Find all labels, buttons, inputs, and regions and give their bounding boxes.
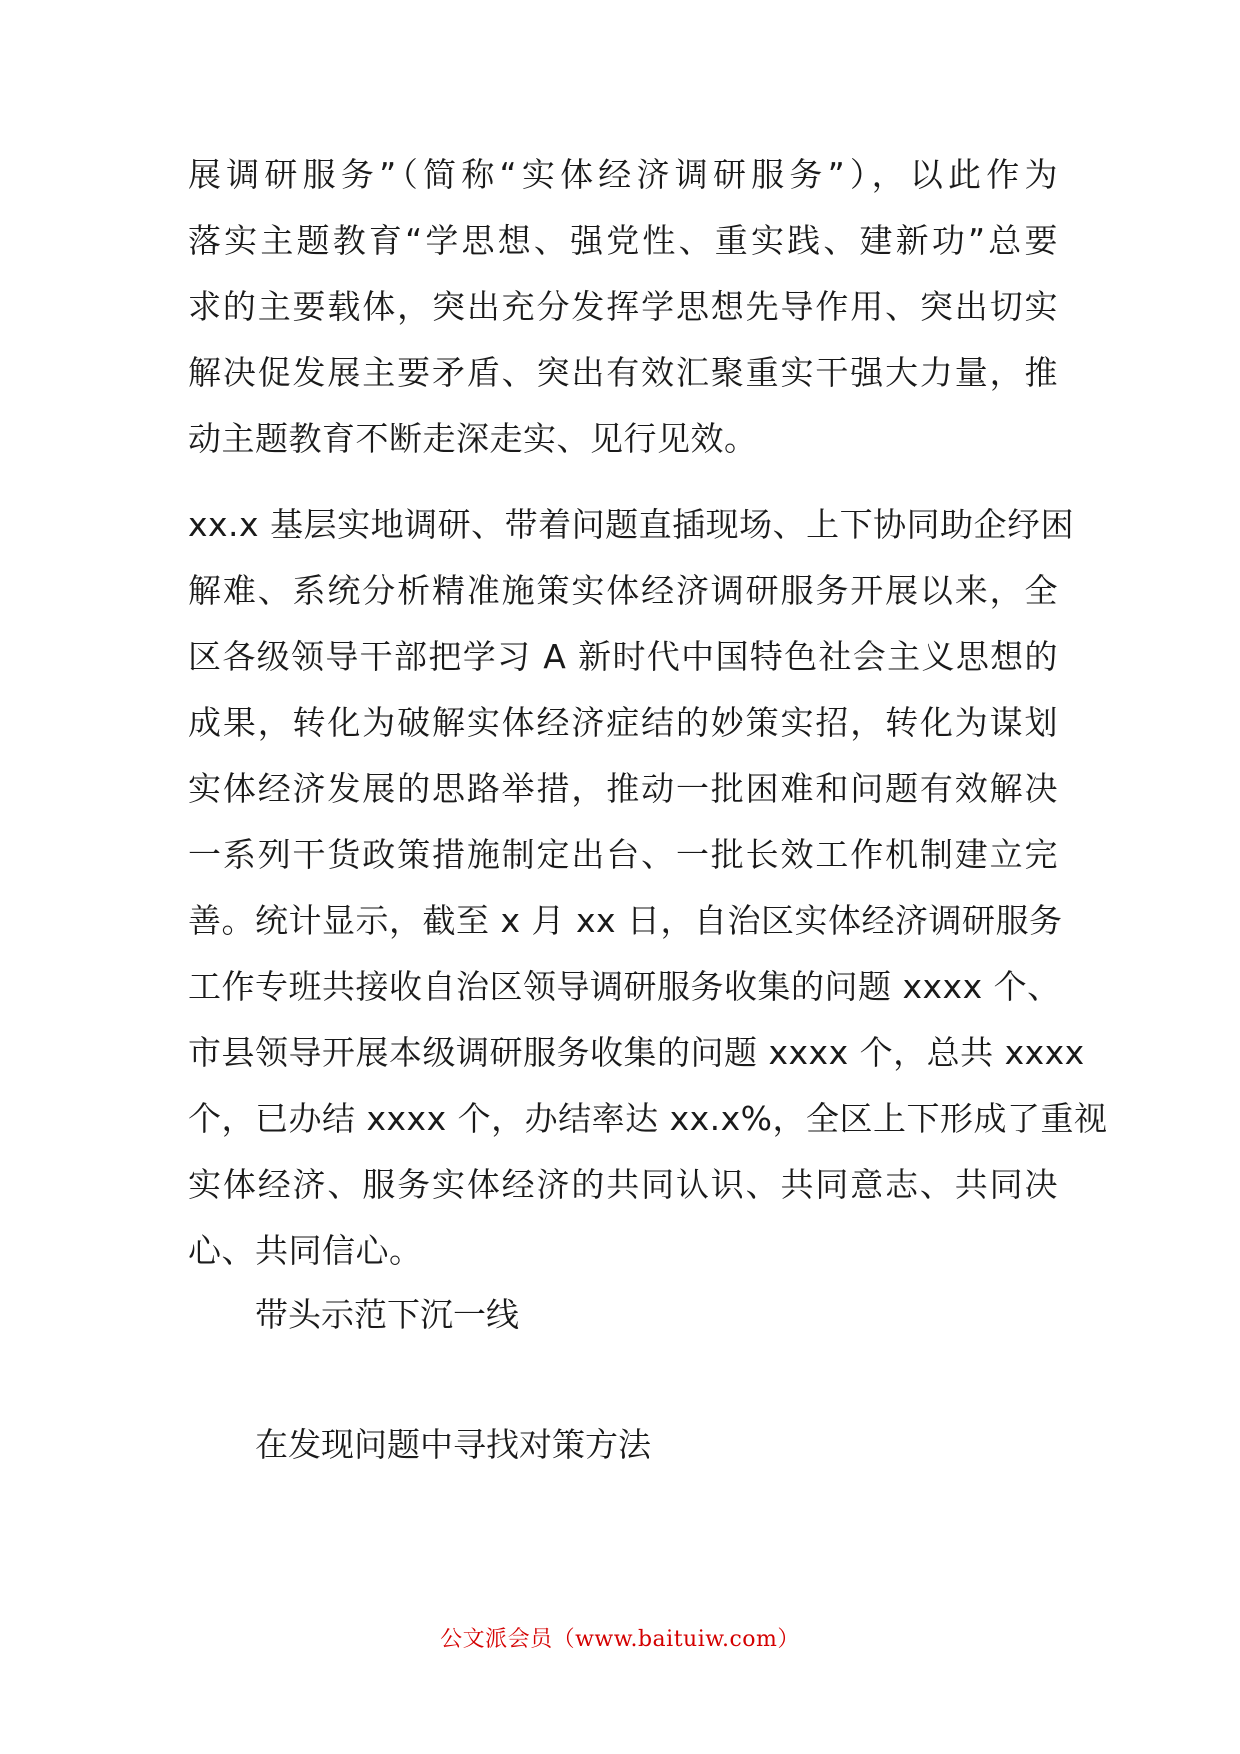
paragraph-line: 求的主要载体，突出充分发挥学思想先导作用、突出切实 — [188, 287, 1058, 326]
paragraph-line: 落实主题教育“学思想、强党性、重实践、建新功”总要 — [188, 221, 1058, 260]
paragraph-line: xx.x 基层实地调研、带着问题直插现场、上下协同助企纾困 — [188, 505, 1075, 544]
paragraph-line: 工作专班共接收自治区领导调研服务收集的问题 xxxx 个、 — [188, 967, 1061, 1006]
paragraph-line: 个，已办结 xxxx 个，办结率达 xx.x%，全区上下形成了重视 — [188, 1099, 1108, 1138]
paragraph-line: 动主题教育不断走深走实、见行见效。 — [188, 419, 758, 458]
paragraph-line: 实体经济发展的思路举措，推动一批困难和问题有效解决 — [188, 769, 1058, 808]
paragraph-line: 市县领导开展本级调研服务收集的问题 xxxx 个，总共 xxxx — [188, 1033, 1085, 1072]
paragraph-line: 善。统计显示，截至 x 月 xx 日，自治区实体经济调研服务 — [188, 901, 1063, 940]
paragraph-line: 成果，转化为破解实体经济症结的妙策实招，转化为谋划 — [188, 703, 1058, 742]
paragraph-statistics — [188, 492, 1108, 1284]
paragraph-line: 解决促发展主要矛盾、突出有效汇聚重实干强大力量，推 — [188, 353, 1058, 392]
paragraph-line: 解难、系统分析精准施策实体经济调研服务开展以来，全 — [188, 571, 1058, 610]
paragraph-line: 实体经济、服务实体经济的共同认识、共同意志、共同决 — [188, 1165, 1058, 1204]
paragraph-line: 区各级领导干部把学习 A 新时代中国特色社会主义思想的 — [188, 637, 1058, 676]
paragraph-line: 心、共同信心。 — [188, 1231, 423, 1270]
paragraph-intro — [188, 142, 1058, 472]
footer-watermark: 公文派会员（www.baituiw.com） — [440, 1627, 800, 1652]
paragraph-line: 展调研服务”（简称“实体经济调研服务”），以此作为 — [188, 155, 1058, 194]
section-heading: 带头示范下沉一线 — [255, 1295, 519, 1334]
section-heading: 在发现问题中寻找对策方法 — [255, 1425, 651, 1464]
paragraph-line: 一系列干货政策措施制定出台、一批长效工作机制建立完 — [188, 835, 1058, 874]
